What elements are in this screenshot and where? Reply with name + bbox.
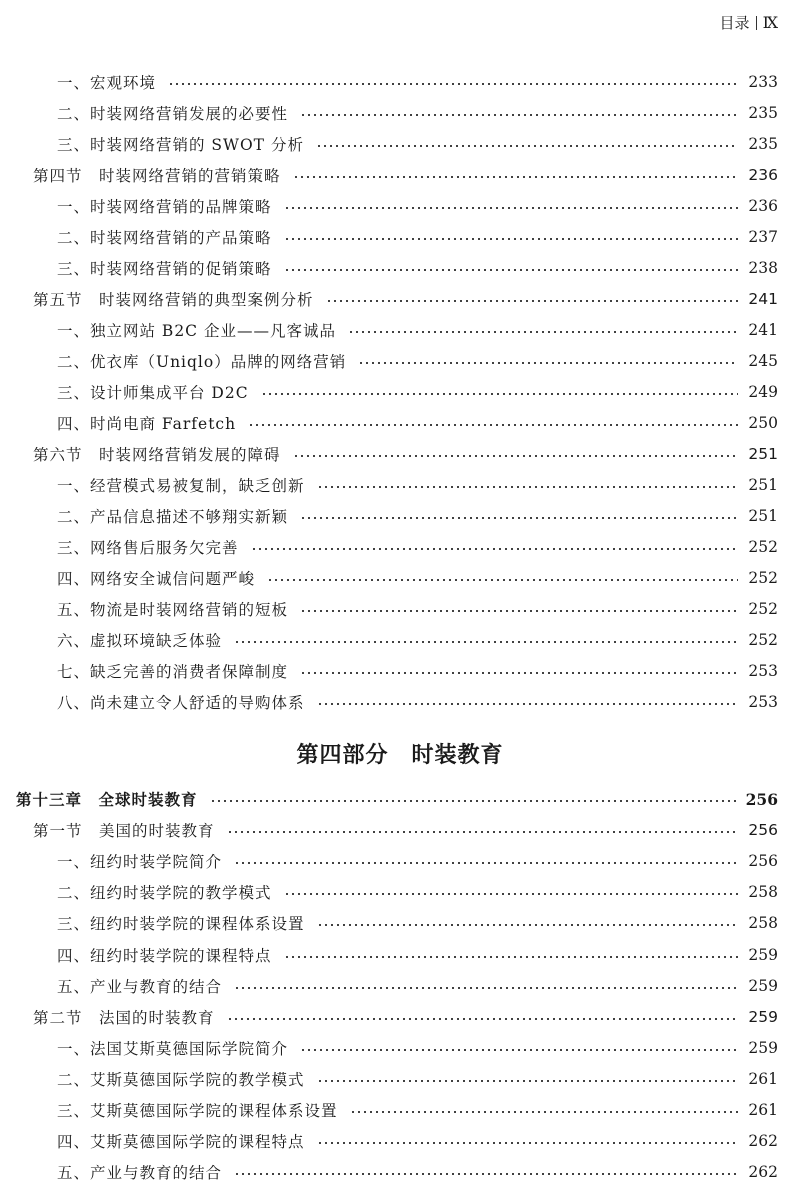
toc-entry-item[interactable]	[0, 943, 778, 967]
dot-leader	[210, 800, 738, 802]
dot-leader	[316, 145, 738, 147]
header-page-number: Ⅸ	[762, 13, 778, 32]
dot-leader	[284, 238, 738, 240]
toc-entry-section[interactable]	[0, 818, 778, 842]
dot-leader	[293, 176, 738, 178]
toc-entry-title: 一、纽约时装学院简介	[57, 853, 223, 872]
toc-entry-title: 四、纽约时装学院的课程特点	[57, 946, 272, 965]
toc-entry-item[interactable]	[0, 256, 778, 280]
toc-entry-item[interactable]	[0, 659, 778, 683]
toc-entry-page: 241	[748, 321, 778, 339]
toc-entry-page: 238	[748, 259, 778, 277]
toc-entry-item[interactable]	[0, 1098, 778, 1122]
dot-leader	[234, 641, 738, 643]
toc-entry-title: 第五节 时装网络营销的典型案例分析	[33, 291, 314, 309]
toc-entry-title: 八、尚未建立令人舒适的导购体系	[57, 694, 305, 712]
toc-entry-page: 258	[748, 883, 778, 902]
toc-entry-item[interactable]	[0, 411, 778, 435]
dot-leader	[300, 517, 738, 519]
toc-entry-chapter[interactable]	[0, 787, 778, 811]
dot-leader	[234, 1173, 738, 1175]
toc-entry-page: 256	[748, 821, 778, 840]
toc-entry-title: 五、产业与教育的结合	[57, 977, 223, 996]
toc-entry-page: 251	[748, 445, 778, 463]
toc-entry-item[interactable]	[0, 566, 778, 590]
dot-leader	[300, 610, 738, 612]
toc-entry-page: 256	[745, 789, 778, 809]
dot-leader	[248, 424, 738, 426]
toc-entry-item[interactable]	[0, 194, 778, 218]
toc-entry-title: 四、艾斯莫德国际学院的课程特点	[57, 1133, 305, 1152]
dot-leader	[227, 1018, 738, 1020]
toc-entry-item[interactable]	[0, 225, 778, 249]
toc-entry-page: 252	[748, 631, 778, 649]
toc-entry-page: 236	[748, 197, 778, 215]
toc-entry-item[interactable]	[0, 535, 778, 559]
toc-entry-item[interactable]	[0, 70, 778, 94]
toc-entry-title: 第六节 时装网络营销发展的障碍	[33, 446, 281, 464]
dot-leader	[317, 1142, 738, 1144]
toc-entry-page: 235	[748, 135, 778, 153]
toc-entry-item[interactable]	[0, 504, 778, 528]
toc-entry-title: 二、产品信息描述不够翔实新颖	[57, 508, 289, 526]
toc-entry-page: 258	[748, 914, 778, 933]
toc-entry-item[interactable]	[0, 974, 778, 998]
toc-entry-title: 二、时装网络营销发展的必要性	[57, 105, 289, 123]
toc-entry-section[interactable]	[0, 163, 778, 187]
dot-leader	[293, 455, 738, 457]
toc-entry-title: 第四节 时装网络营销的营销策略	[33, 167, 281, 185]
dot-leader	[317, 924, 738, 926]
toc-entry-section[interactable]	[0, 287, 778, 311]
toc-entry-title: 三、设计师集成平台 D2C	[57, 384, 249, 402]
toc-entry-title: 一、经营模式易被复制，缺乏创新	[57, 477, 305, 495]
toc-entry-page: 250	[748, 414, 778, 432]
toc-entry-page: 251	[748, 476, 778, 494]
dot-leader	[261, 393, 738, 395]
toc-entry-page: 251	[748, 507, 778, 525]
dot-leader	[317, 486, 738, 488]
toc-entry-page: 259	[748, 1007, 778, 1026]
toc-entry-page: 237	[748, 228, 778, 246]
toc-entry-page: 252	[748, 538, 778, 556]
toc-entry-page: 256	[748, 852, 778, 871]
toc-entry-page: 262	[748, 1163, 778, 1182]
toc-entry-title: 二、艾斯莫德国际学院的教学模式	[57, 1070, 305, 1089]
dot-leader	[234, 862, 738, 864]
toc-entry-item[interactable]	[0, 349, 778, 373]
toc-entry-item[interactable]	[0, 1129, 778, 1153]
toc-entry-page: 245	[748, 352, 778, 370]
toc-entry-item[interactable]	[0, 690, 778, 714]
toc-entry-title: 二、优衣库（Uniqlo）品牌的网络营销	[57, 353, 347, 371]
dot-leader	[300, 672, 738, 674]
toc-entry-page: 249	[748, 383, 778, 401]
toc-entry-page: 253	[748, 662, 778, 680]
dot-leader	[300, 1049, 738, 1051]
header-divider	[756, 16, 757, 30]
toc-entry-page: 261	[748, 1069, 778, 1088]
toc-entry-section[interactable]	[0, 1005, 778, 1029]
toc-entry-page: 252	[748, 600, 778, 618]
toc-entry-item[interactable]	[0, 628, 778, 652]
running-header	[720, 12, 778, 33]
toc-entry-title: 三、网络售后服务欠完善	[57, 539, 239, 557]
toc-entry-section[interactable]	[0, 442, 778, 466]
toc-entry-title: 第一节 美国的时装教育	[33, 822, 215, 841]
toc-entry-item[interactable]	[0, 318, 778, 342]
toc-entry-page: 259	[748, 1038, 778, 1057]
toc-entry-item[interactable]	[0, 1067, 778, 1091]
toc-entry-title: 三、艾斯莫德国际学院的课程体系设置	[57, 1102, 338, 1120]
toc-entry-item[interactable]	[0, 380, 778, 404]
dot-leader	[300, 114, 738, 116]
toc-entry-page: 253	[748, 693, 778, 711]
toc-entry-item[interactable]	[0, 132, 778, 156]
dot-leader	[284, 956, 738, 958]
toc-entry-title: 三、纽约时装学院的课程体系设置	[57, 915, 305, 934]
dot-leader	[350, 1111, 738, 1113]
toc-entry-page: 252	[748, 569, 778, 587]
toc-entry-page: 241	[748, 290, 778, 308]
toc-entry-title: 二、时装网络营销的产品策略	[57, 229, 272, 247]
dot-leader	[168, 83, 738, 85]
dot-leader	[284, 207, 738, 209]
toc-entry-page: 235	[748, 104, 778, 122]
dot-leader	[251, 548, 738, 550]
dot-leader	[267, 579, 738, 581]
part-title: 第四部分 时装教育	[296, 743, 504, 768]
toc-entry-page: 233	[748, 73, 778, 91]
toc-entry-item[interactable]	[0, 849, 778, 873]
dot-leader	[227, 831, 738, 833]
toc-entry-title: 第十三章 全球时装教育	[16, 791, 198, 809]
toc-entry-title: 第二节 法国的时装教育	[33, 1008, 215, 1027]
dot-leader	[326, 300, 738, 302]
toc-entry-title: 一、时装网络营销的品牌策略	[57, 198, 272, 216]
toc-entry-item[interactable]	[0, 101, 778, 125]
toc-entry-item[interactable]	[0, 597, 778, 621]
dot-leader	[317, 1080, 738, 1082]
toc-entry-title: 五、产业与教育的结合	[57, 1164, 223, 1183]
toc-entry-page: 236	[748, 166, 778, 184]
toc-entry-title: 四、网络安全诚信问题严峻	[57, 570, 256, 588]
toc-entry-title: 一、法国艾斯莫德国际学院简介	[57, 1039, 289, 1058]
toc-entry-page: 259	[748, 976, 778, 995]
toc-entry-title: 一、宏观环境	[57, 74, 157, 92]
dot-leader	[234, 987, 738, 989]
toc-entry-page: 262	[748, 1132, 778, 1151]
dot-leader	[358, 362, 738, 364]
toc-entry-page: 261	[748, 1101, 778, 1119]
toc-entry-page: 259	[748, 945, 778, 964]
header-section-label: 目录	[719, 14, 750, 32]
dot-leader	[317, 703, 738, 705]
toc-entry-item[interactable]	[0, 473, 778, 497]
toc-entry-title: 四、时尚电商 Farfetch	[57, 415, 237, 433]
toc-entry-title: 七、缺乏完善的消费者保障制度	[57, 663, 289, 681]
toc-entry-item[interactable]	[0, 911, 778, 935]
toc-entry-item[interactable]	[0, 1036, 778, 1060]
toc-entry-title: 五、物流是时装网络营销的短板	[57, 601, 289, 619]
toc-entry-item[interactable]	[0, 880, 778, 904]
dot-leader	[348, 331, 738, 333]
dot-leader	[284, 269, 738, 271]
dot-leader	[284, 893, 738, 895]
toc-entry-title: 六、虚拟环境缺乏体验	[57, 632, 223, 650]
toc-entry-title: 二、纽约时装学院的教学模式	[57, 884, 272, 903]
toc-entry-title: 三、时装网络营销的 SWOT 分析	[57, 136, 304, 154]
toc-entry-title: 三、时装网络营销的促销策略	[57, 260, 272, 278]
toc-entry-title: 一、独立网站 B2C 企业——凡客诚品	[57, 322, 336, 340]
toc-entry-item[interactable]	[0, 1160, 778, 1184]
